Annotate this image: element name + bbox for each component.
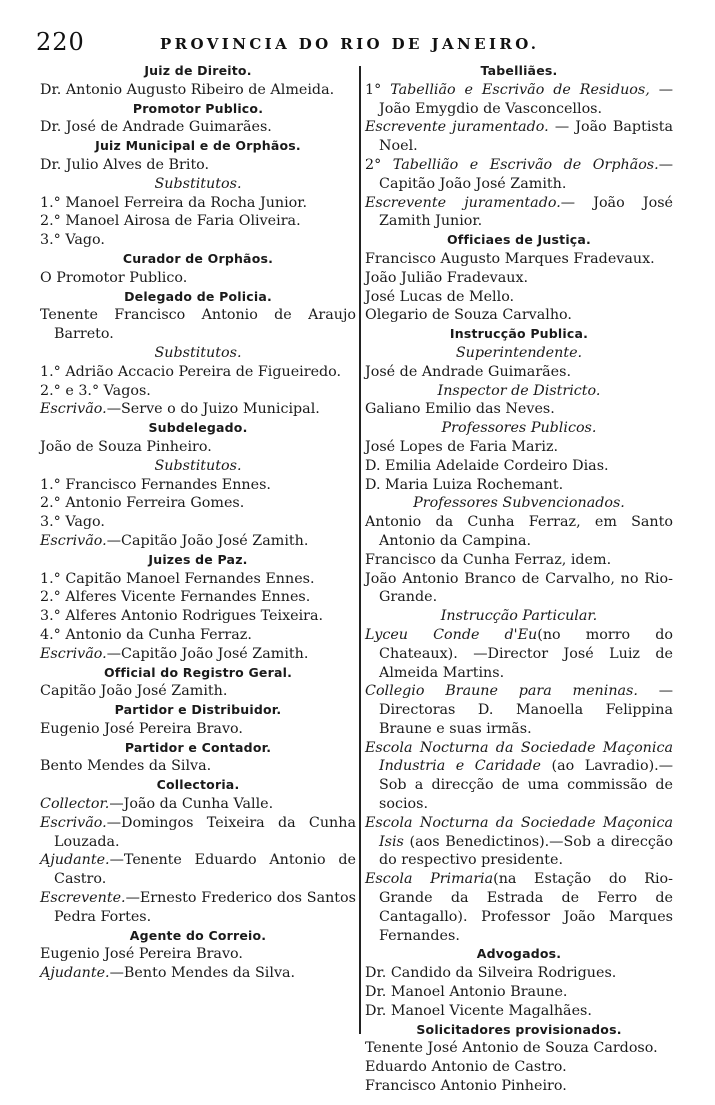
escrivao-entry [40, 814, 356, 852]
tabelliao-2-text: —Capitão João José Zamith. [379, 156, 673, 192]
subvencionado-entry: Antonio da Cunha Ferraz, em Santo Antonio da Campina. [365, 514, 673, 549]
page-number: 220 [36, 28, 85, 56]
juiz-paz-entry: 1.° Capitão Manoel Fernandes Ennes. [40, 570, 315, 587]
advogado-entry: Dr. Manoel Vicente Magalhães. [365, 1002, 592, 1019]
heading-officiaes: Officiaes de Justiça. [446, 232, 591, 248]
column-divider [359, 66, 361, 1034]
tabelliao-1-entry [365, 81, 673, 119]
subheading-particular: Instrucção Particular. [440, 608, 598, 625]
ajudante-label: Ajudante. [40, 965, 110, 982]
subheading-inspector: Inspector de Districto. [437, 382, 601, 399]
heading-correio: Agente do Correio. [129, 927, 267, 943]
escola-primaria-name: Escola Primaria [365, 871, 494, 888]
advogado-entry: Dr. Manoel Antonio Braune. [365, 984, 568, 1001]
tabelliao-2-label: Tabellião e Escrivão de Orphãos. [392, 156, 659, 173]
superintendente-entry: José de Andrade Guimarães. [365, 363, 572, 380]
subvencionado-entry: Francisco da Cunha Ferraz, idem. [365, 551, 612, 568]
official-entry: José Lucas de Mello. [365, 288, 515, 305]
collector-text: —João da Cunha Valle. [109, 796, 274, 813]
juiz-paz-entry: 2.° Alferes Vicente Fernandes Ennes. [40, 589, 311, 606]
subheading-substitutos-2: Substitutos. [154, 344, 242, 361]
official-entry: Olegario de Souza Carvalho. [365, 307, 572, 324]
heading-juiz-municipal: Juiz Municipal e de Orphãos. [95, 138, 301, 154]
escrivao-text: —Capitão João José Zamith. [106, 532, 309, 549]
correio-entry: Eugenio José Pereira Bravo. [40, 946, 243, 963]
official-entry: Francisco Augusto Marques Fradevaux. [365, 250, 655, 267]
escrivao-entry [40, 400, 356, 419]
ajudante-text: —Bento Mendes da Silva. [109, 965, 296, 982]
juiz-paz-entry: 3.° Alferes Antonio Rodrigues Teixeira. [40, 608, 324, 625]
escrevente-juramentado-text: — João José Zamith Junior. [379, 194, 673, 230]
lyceu-name: Lyceu Conde d'Eu [365, 626, 538, 643]
juiz-paz-entry: 4.° Antonio da Cunha Ferraz. [40, 626, 252, 643]
escola-nocturna-2-name: Escola Nocturna da Sociedade Maçonica Isis [365, 814, 673, 850]
escrivao-label: Escrivão. [40, 814, 107, 831]
heading-advogados: Advogados. [476, 946, 562, 962]
heading-partidor-contador: Partidor e Contador. [124, 739, 272, 755]
substituto-entry: 3.° Vago. [40, 514, 105, 531]
heading-juizes-paz: Juizes de Paz. [148, 551, 248, 567]
subdelegado-entry: João de Souza Pinheiro. [40, 438, 212, 455]
subheading-substitutos-3: Substitutos. [154, 457, 242, 474]
partidor-contador-entry: Bento Mendes da Silva. [40, 758, 212, 775]
juiz-municipal-entry: Dr. Julio Alves de Brito. [40, 156, 210, 173]
escola-nocturna-1-name: Escola Nocturna da Sociedade Maçonica Industria e Caridade [365, 739, 673, 775]
professor-entry: D. Emilia Adelaide Cordeiro Dias. [365, 457, 609, 474]
tabelliao-2-entry [365, 156, 673, 194]
registro-entry: Capitão João José Zamith. [40, 683, 228, 700]
subheading-superintendente: Superintendente. [455, 344, 583, 361]
heading-collectoria: Collectoria. [156, 777, 240, 793]
escrevente-juramentado-text: — João Baptista Noel. [379, 119, 674, 155]
escrevente-text: —Ernesto Frederico dos Santos Pedra Fortes. [54, 890, 356, 925]
escrivao-entry [40, 645, 356, 664]
escrivao-text: —Capitão João José Zamith. [106, 645, 309, 662]
heading-partidor-distribuidor: Partidor e Distribuidor. [114, 702, 282, 718]
heading-promotor: Promotor Publico. [132, 100, 264, 116]
professor-entry: D. Maria Luiza Rochemant. [365, 476, 564, 493]
inspector-entry: Galiano Emilio das Neves. [365, 401, 555, 418]
advogado-entry: Dr. Candido da Silveira Rodrigues. [365, 965, 617, 982]
heading-instrucao: Instrucção Publica. [449, 326, 589, 342]
escrevente-entry [40, 889, 356, 927]
professor-entry: José Lopes de Faria Mariz. [365, 438, 559, 455]
tabelliao-2-number: 2° [365, 156, 382, 173]
promotor-entry: Dr. José de Andrade Guimarães. [40, 119, 272, 136]
left-column [40, 62, 356, 983]
subheading-subvencionados: Professores Subvencionados. [413, 495, 625, 512]
escola-nocturna-2-entry [365, 814, 673, 870]
juiz-direito-entry: Dr. Antonio Augusto Ribeiro de Almeida. [40, 81, 335, 98]
subvencionado-entry: João Antonio Branco de Carvalho, no Rio-Grande. [365, 570, 673, 606]
lyceu-entry [365, 626, 673, 682]
collegio-name: Collegio Braune para meninas. [365, 683, 638, 700]
collegio-text: — Directoras D. Manoella Felippina Braune e suas irmãs. [379, 683, 673, 737]
subheading-professores: Professores Publicos. [441, 420, 597, 437]
escola-primaria-text: (na Estação do Rio-Grande da Estrada de Ferro de Cantagallo). Professor João Marques Fernandes. [379, 871, 673, 944]
ajudante-entry [40, 964, 356, 983]
escrivao-label: Escrivão. [40, 401, 107, 418]
partidor-distribuidor-entry: Eugenio José Pereira Bravo. [40, 720, 243, 737]
solicitador-entry: Francisco Antonio Pinheiro. [365, 1078, 567, 1095]
heading-tabelliaes: Tabelliães. [480, 63, 558, 78]
substituto-entry: 2.° Antonio Ferreira Gomes. [40, 495, 245, 512]
right-column [365, 62, 673, 1096]
ajudante-entry [40, 851, 356, 889]
tabelliao-1-label: Tabellião e Escrivão de Residuos, [390, 81, 650, 98]
substituto-entry: 2.° e 3.° Vagos. [40, 382, 151, 399]
heading-delegado: Delegado de Policia. [124, 288, 272, 304]
escrivao-text: —Domingos Teixeira da Cunha Louzada. [54, 814, 356, 850]
escrivao-text: —Serve o do Juizo Municipal. [106, 401, 320, 418]
tabelliao-1-text: — João Emygdio de Vasconcellos. [379, 81, 674, 117]
heading-registro: Official do Registro Geral. [103, 664, 293, 680]
solicitador-entry: Eduardo Antonio de Castro. [365, 1059, 567, 1076]
subheading-substitutos-1: Substitutos. [154, 175, 242, 192]
escrivao-entry [40, 532, 356, 551]
escola-nocturna-2-text: (aos Benedictinos).—Sob a direcção do respectivo presidente. [379, 833, 673, 869]
curador-entry: O Promotor Publico. [40, 269, 188, 286]
escola-primaria-entry [365, 870, 673, 945]
heading-solicitadores: Solicitadores provisionados. [416, 1021, 622, 1037]
substituto-entry: 3.° Vago. [40, 232, 105, 249]
heading-subdelegado: Subdelegado. [148, 420, 248, 436]
heading-curador: Curador de Orphãos. [122, 250, 274, 266]
page-header [0, 28, 715, 58]
collector-label: Collector. [40, 796, 110, 813]
escrivao-label: Escrivão. [40, 645, 107, 662]
substituto-entry: 1.° Adrião Accacio Pereira de Figueiredo. [40, 363, 342, 380]
running-title: PROVINCIA DO RIO DE JANEIRO. [160, 35, 540, 53]
collector-entry [40, 795, 356, 814]
escrivao-label: Escrivão. [40, 532, 107, 549]
escrevente-juramentado-label: Escrevente juramentado. [365, 194, 561, 211]
tabelliao-1-number: 1° [365, 81, 382, 98]
ajudante-label: Ajudante. [40, 852, 110, 869]
escrevente-juramentado-entry [365, 118, 673, 156]
lyceu-text: (no morro do Chateaux). —Director José Luiz de Almeida Martins. [379, 626, 673, 681]
substituto-entry: 2.° Manoel Airosa de Faria Oliveira. [40, 213, 301, 230]
ajudante-text: —Tenente Eduardo Antonio de Castro. [54, 852, 356, 888]
escrevente-juramentado-label: Escrevente juramentado. [365, 119, 549, 136]
escola-nocturna-1-entry [365, 739, 673, 814]
escola-nocturna-1-text: (ao Lavradio).—Sob a direcção de uma commissão de socios. [379, 758, 674, 813]
heading-juiz-direito: Juiz de Direito. [144, 63, 252, 78]
delegado-entry: Tenente Francisco Antonio de Araujo Barreto. [40, 307, 356, 343]
solicitador-entry: Tenente José Antonio de Souza Cardoso. [365, 1040, 658, 1057]
official-entry: João Julião Fradevaux. [365, 269, 529, 286]
escrevente-label: Escrevente. [40, 890, 126, 907]
substituto-entry: 1.° Manoel Ferreira da Rocha Junior. [40, 194, 308, 211]
collegio-entry [365, 682, 673, 738]
substituto-entry: 1.° Francisco Fernandes Ennes. [40, 476, 271, 493]
escrevente-juramentado-entry [365, 194, 673, 232]
